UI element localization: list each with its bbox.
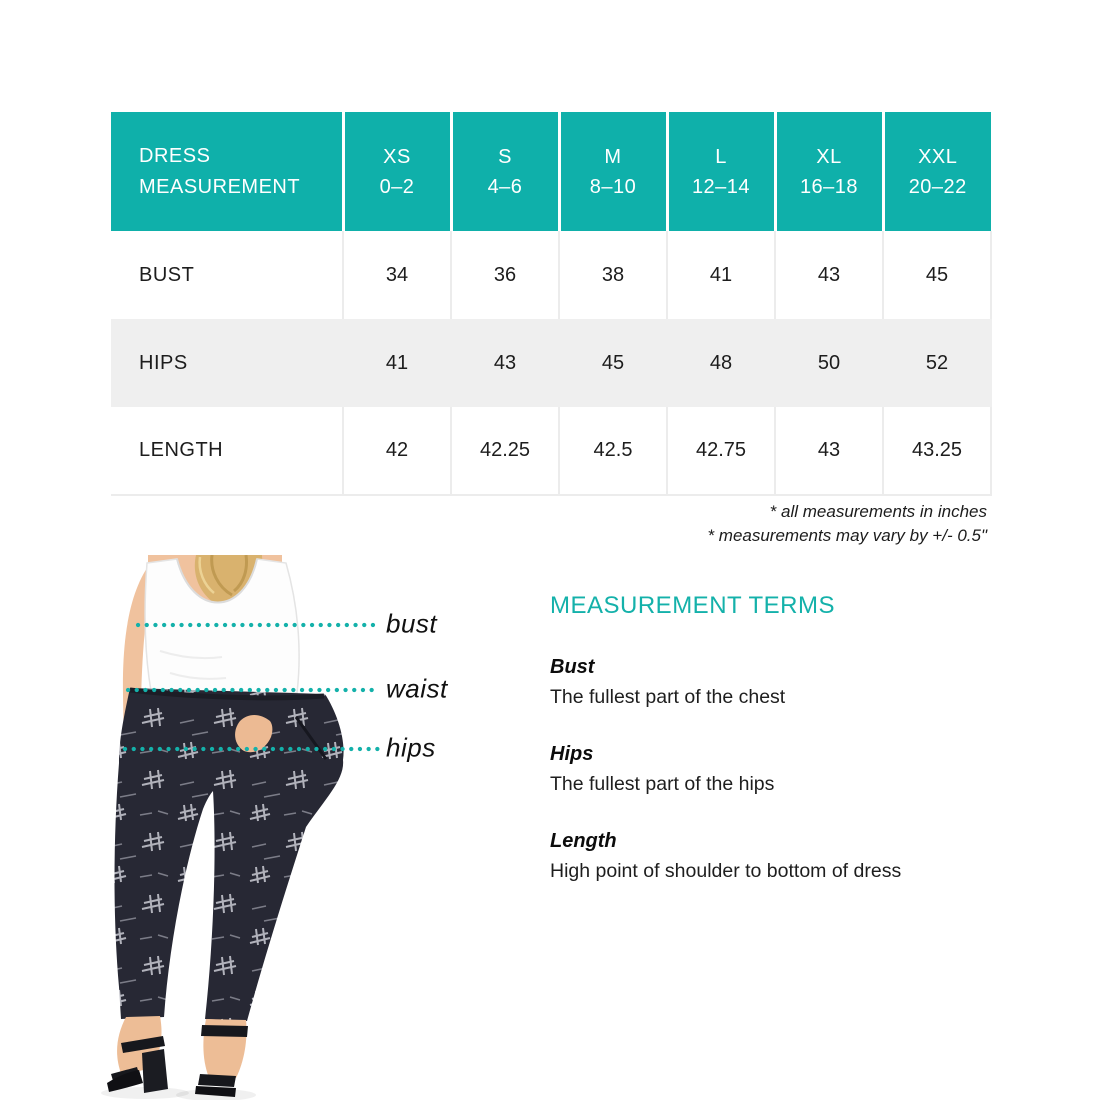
term-definition: The fullest part of the hips xyxy=(550,773,775,795)
footnotes xyxy=(111,500,987,548)
hips-s: 43 xyxy=(451,319,559,407)
pants xyxy=(115,688,344,1021)
hips-xl: 50 xyxy=(775,319,883,407)
header-size-s: S 4–6 xyxy=(451,112,559,231)
header-size-xs: XS 0–2 xyxy=(343,112,451,231)
measurement-terms-section xyxy=(550,592,1030,915)
length-xl: 43 xyxy=(775,407,883,495)
footnote-variance: * measurements may vary by +/- 0.5" xyxy=(707,526,987,545)
table-row-hips xyxy=(111,319,991,407)
bust-l: 41 xyxy=(667,231,775,319)
bust-m: 38 xyxy=(559,231,667,319)
footnote-inches: * all measurements in inches xyxy=(769,502,987,521)
bust-xxl: 45 xyxy=(883,231,991,319)
length-m: 42.5 xyxy=(559,407,667,495)
length-l: 42.75 xyxy=(667,407,775,495)
length-xxl: 43.25 xyxy=(883,407,991,495)
header-label: DRESS MEASUREMENT xyxy=(139,144,301,198)
table-row-length xyxy=(111,407,991,495)
hips-label: hips xyxy=(386,732,436,763)
table-row-bust xyxy=(111,231,991,319)
term-definition: The fullest part of the chest xyxy=(550,686,786,708)
term-name: Length xyxy=(550,830,617,852)
row-label-bust: BUST xyxy=(111,231,343,319)
row-label-hips: HIPS xyxy=(111,319,343,407)
bust-s: 36 xyxy=(451,231,559,319)
header-dress-measurement xyxy=(111,112,343,231)
term-definition: High point of shoulder to bottom of dress xyxy=(550,860,902,882)
header-size-xxl: XXL 20–22 xyxy=(883,112,991,231)
terms-title: MEASUREMENT TERMS xyxy=(550,592,835,619)
row-label-length: LENGTH xyxy=(111,407,343,495)
term-item-hips xyxy=(550,741,1030,798)
waist-label: waist xyxy=(386,673,448,704)
bust-xl: 43 xyxy=(775,231,883,319)
header-size-xl: XL 16–18 xyxy=(775,112,883,231)
term-item-length xyxy=(550,828,1030,885)
hips-m: 45 xyxy=(559,319,667,407)
size-chart-section xyxy=(111,112,992,496)
hips-l: 48 xyxy=(667,319,775,407)
length-s: 42.25 xyxy=(451,407,559,495)
term-item-bust xyxy=(550,654,1030,711)
measurement-diagram xyxy=(100,555,460,1100)
length-xs: 42 xyxy=(343,407,451,495)
bust-label: bust xyxy=(386,608,438,639)
hips-xxl: 52 xyxy=(883,319,991,407)
shoes xyxy=(107,1016,248,1097)
header-size-m: M 8–10 xyxy=(559,112,667,231)
term-name: Bust xyxy=(550,656,595,678)
header-size-l: L 12–14 xyxy=(667,112,775,231)
table-header-row xyxy=(111,112,991,231)
size-chart-table xyxy=(111,112,992,496)
hips-xs: 41 xyxy=(343,319,451,407)
bust-xs: 34 xyxy=(343,231,451,319)
term-name: Hips xyxy=(550,743,594,765)
